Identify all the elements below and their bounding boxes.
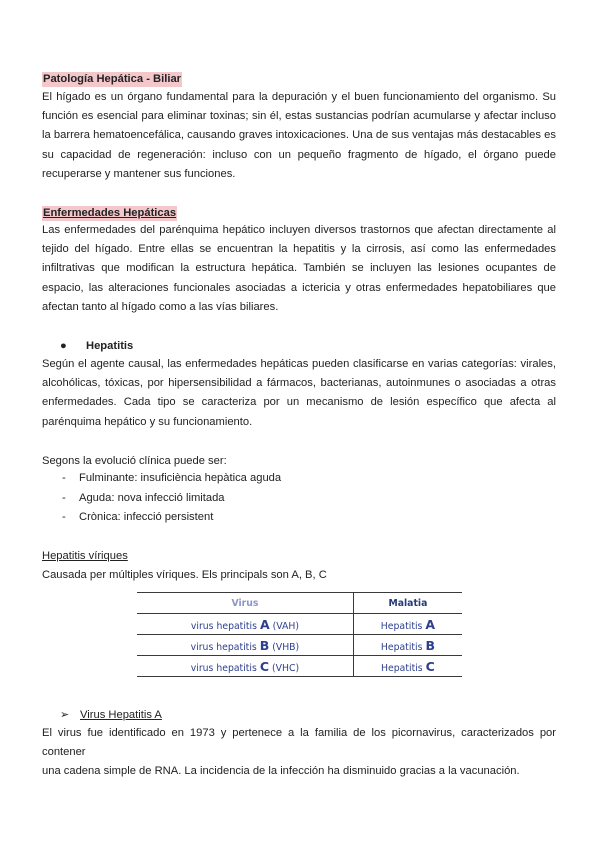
cell-text: virus hepatitis: [190, 641, 260, 653]
disease-cell: [353, 635, 462, 656]
cell-text: virus hepatitis: [190, 662, 260, 674]
virus-cell: [137, 614, 353, 635]
hepatitis-a-paragraph: [42, 724, 556, 782]
viral-hepatitis-title: Hepatitis víriques: [42, 550, 128, 562]
hepatitis-a-heading: [60, 708, 162, 723]
list-item: [42, 508, 281, 528]
text-line: parénquima hepático y su funcionamiento.: [42, 415, 253, 428]
text-line: enfermedades. Cada tipo se caracteriza por un mecanismo de lesión específico que afecta al: [42, 396, 556, 409]
cell-letter: C: [259, 658, 270, 674]
cell-letter: A: [259, 616, 270, 632]
header-disease: Malatia: [353, 593, 462, 614]
cell-letter: B: [425, 637, 435, 653]
disease-cell: [353, 614, 462, 635]
viral-hepatitis-intro: Causada per múltiples víriques. Els principals son A, B, C: [42, 569, 327, 581]
text-line: recuperarse y mantener sus funciones.: [42, 167, 236, 180]
dash-marker: -: [62, 491, 66, 504]
table-row: [137, 656, 462, 677]
header-virus: Virus: [137, 593, 353, 614]
list-item: [42, 469, 281, 489]
cell-letter: B: [259, 637, 270, 653]
cell-text: Hepatitis: [380, 620, 426, 632]
hepatitis-paragraph: [42, 355, 556, 432]
text-line: su capacidad de regeneración: incluso con un pequeño fragmento de hígado, el órgano puede: [42, 148, 556, 161]
text-line: alcohólicas, tóxicas, por hipersensibilidad a fármacos, bacterianas, autoinmunes o asociadas a otras: [42, 377, 556, 390]
text-line: una cadena simple de RNA. La incidencia de la infección ha disminuido gracias a la vacunación.: [42, 765, 520, 778]
text-line: El hígado es un órgano fundamental para la depuración y el buen funcionamiento del organismo. Su: [42, 91, 556, 103]
section2-paragraph: [42, 221, 556, 317]
list-item-text: Crònica: infecció persistent: [79, 511, 214, 524]
cell-letter: C: [425, 658, 435, 674]
text-line: El virus fue identificado en 1973 y pertenece a la familia de los picornavirus, caracterizados por contener: [42, 727, 556, 759]
text-line: función es esencial para eliminar toxinas; sin él, estas sustancias podrían acumularse y afectar incluso: [42, 110, 556, 123]
cell-text: (VHC): [269, 662, 300, 674]
table-header-row: [137, 593, 462, 614]
disease-cell: [353, 656, 462, 677]
text-line: Según el agente causal, las enfermedades hepáticas pueden clasificarse en varias categorías: virales,: [42, 358, 556, 370]
list-item-text: Fulminante: insuficiència hepàtica aguda: [79, 472, 282, 484]
text-line: infiltrativas que modifican la estructura hepática. También se incluyen las lesiones ocupantes de: [42, 262, 556, 275]
virus-cell: [137, 635, 353, 656]
list-item: [42, 489, 281, 509]
section-title-enfermedades: Enfermedades Hepáticas: [43, 207, 177, 219]
cell-text: Hepatitis: [381, 662, 426, 674]
evolution-intro: Segons la evolució clínica puede ser:: [42, 455, 227, 467]
text-line: espacio, las alteraciones funcionales asociadas a ictericia y otras enfermedades hepatobiliares que: [42, 281, 556, 294]
cell-text: (VAH): [269, 620, 299, 632]
text-line: la barrera hematoencefálica, causando graves intoxicaciones. Una de sus ventajas más destacables es: [42, 129, 556, 142]
text-line: tejido del hígado. Entre ellas se encuentran la hepatitis y la cirrosis, así como las enfermedades: [42, 243, 556, 256]
text-line: Las enfermedades del parénquima hepático incluyen diversos trastornos que afectan directamente al: [42, 224, 556, 236]
dash-marker: -: [62, 511, 66, 524]
hepatitis-title: Hepatitis: [86, 340, 134, 352]
table-row: [137, 614, 462, 635]
cell-text: virus hepatitis: [190, 620, 260, 632]
virus-cell: [137, 656, 353, 677]
dash-marker: -: [62, 472, 66, 484]
hepatitis-a-title: Virus Hepatitis A: [80, 709, 162, 721]
cell-letter: A: [425, 616, 436, 632]
list-item-text: Aguda: nova infecció limitada: [79, 491, 225, 504]
section1-paragraph: [42, 88, 556, 184]
text-line: afectan tanto al hígado como a las vías biliares.: [42, 300, 279, 313]
cell-text: Hepatitis: [380, 641, 426, 653]
arrow-bullet-icon: ➢: [60, 709, 70, 721]
virus-table: [137, 592, 462, 677]
section-title-patologia: Patología Hepática - Biliar: [43, 73, 182, 85]
bullet-icon: ●: [60, 340, 67, 352]
table-row: [137, 635, 462, 656]
evolution-list: [42, 469, 281, 528]
cell-text: (VHB): [269, 641, 300, 653]
hepatitis-bullet-heading: [60, 339, 133, 354]
